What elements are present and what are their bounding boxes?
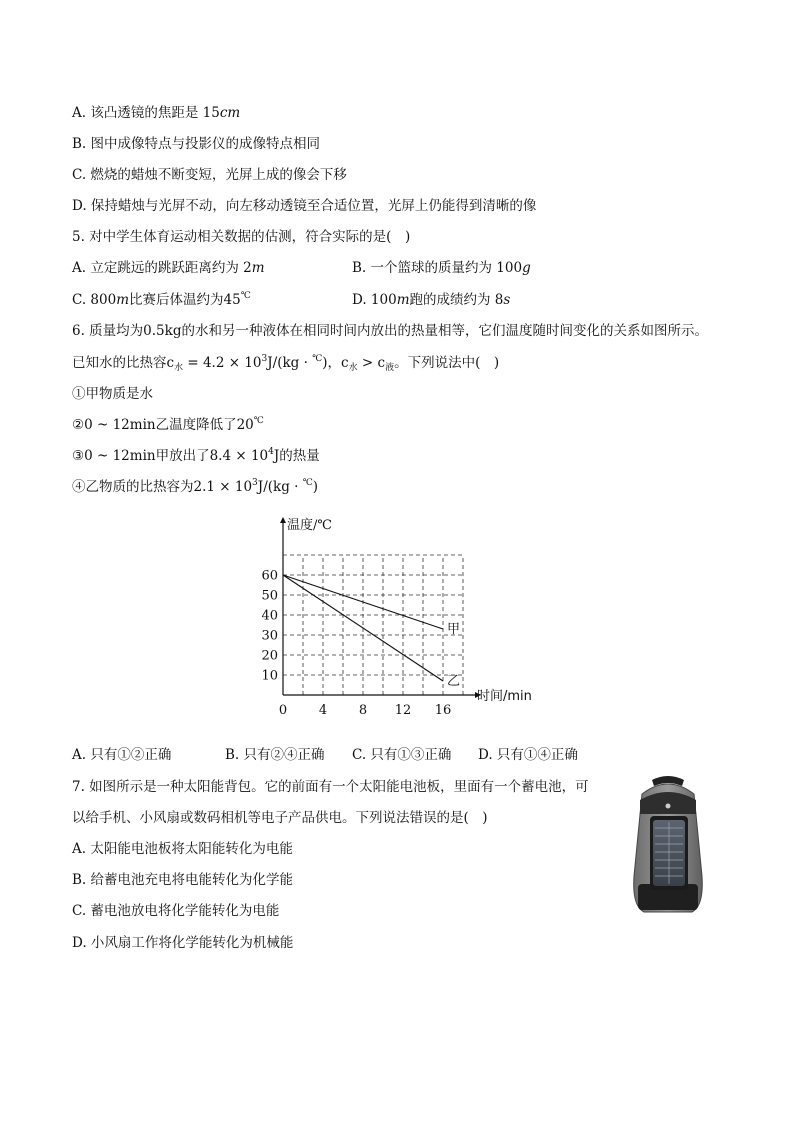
q6-stem-line1: 6. 质量均为0.5kg的水和另一种液体在相同时间内放出的热量相等，它们温度随时间变化的关系如图所示。: [72, 323, 708, 339]
y-axis-label: 温度/℃: [287, 518, 332, 533]
q6-statement-3: ③0 ~ 12min甲放出了$8.4 \times 10^4J$的热量: [72, 447, 320, 464]
q6-option-a: A. 只有①②正确: [72, 747, 172, 763]
x-tick-label: 4: [318, 703, 328, 718]
q6-statement-1: ①甲物质是水: [72, 386, 153, 402]
temperature-time-chart: [250, 503, 550, 721]
q6-stem-line2: 已知水的比热容$c_水 = 4.2 \times 10^3J/(kg \cdot ^℃)$，$c_水 > c_液$。下列说法中( ): [72, 354, 500, 373]
x-tick-label: 0: [278, 703, 288, 718]
series-line: [283, 575, 443, 629]
x-tick-label: 16: [434, 703, 452, 718]
q5-option-d: D. 100m跑的成绩约为 8s: [352, 292, 511, 308]
q6-option-d: D. 只有①④正确: [478, 747, 578, 763]
q5-option-c: C. 800m比赛后体温约为45℃: [72, 291, 251, 308]
q5-option-b: B. 一个篮球的质量约为 100g: [352, 260, 531, 276]
q4-option-a: A. 该凸透镜的焦距是 15cm: [72, 105, 241, 121]
x-axis-label: 时间/min: [477, 689, 532, 704]
q6-option-c: C. 只有①③正确: [352, 747, 452, 763]
q7-option-b: B. 给蓄电池充电将电能转化为化学能: [72, 872, 294, 888]
q6-statement-4: ④乙物质的比热容为$2.1 \times 10^3J/(kg \cdot ^℃)$: [72, 478, 319, 495]
solar-backpack-image: [622, 776, 714, 916]
q7-stem-line1: 7. 如图所示是一种太阳能背包。它的前面有一个太阳能电池板，里面有一个蓄电池，可: [72, 779, 589, 795]
chart-grid: [283, 555, 463, 695]
q7-stem-line2: 以给手机、小风扇或数码相机等电子产品供电。下列说法错误的是( ): [72, 810, 488, 826]
y-tick-label: 30: [261, 628, 278, 644]
q4-option-d: D. 保持蜡烛与光屏不动，向左移动透镜至合适位置，光屏上仍能得到清晰的像: [72, 198, 537, 214]
series-label: 甲: [447, 622, 461, 637]
q7-option-a: A. 太阳能电池板将太阳能转化为电能: [72, 841, 293, 857]
y-tick-label: 40: [261, 608, 278, 624]
y-tick-label: 50: [261, 588, 278, 604]
q4-option-b: B. 图中成像特点与投影仪的成像特点相同: [72, 136, 321, 152]
chart-series: [283, 575, 460, 689]
series-label: 乙: [447, 674, 461, 689]
y-tick-label: 20: [261, 648, 278, 664]
y-tick-label: 10: [261, 668, 278, 684]
x-tick-label: 12: [394, 703, 412, 718]
q5-option-a: A. 立定跳远的跳跃距离约为 2m: [72, 260, 265, 276]
y-tick-label: 60: [261, 568, 278, 584]
q7-option-c: C. 蓄电池放电将化学能转化为电能: [72, 903, 280, 919]
q7-option-d: D. 小风扇工作将化学能转化为机械能: [72, 935, 294, 951]
q6-statement-2: ②0 ~ 12min乙温度降低了20℃: [72, 416, 264, 433]
x-tick-label: 8: [358, 703, 368, 718]
y-axis-arrow: [280, 517, 286, 523]
q4-option-c: C. 燃烧的蜡烛不断变短，光屏上成的像会下移: [72, 167, 347, 183]
q6-option-b: B. 只有②④正确: [225, 747, 325, 763]
q5-stem: 5. 对中学生体育运动相关数据的估测，符合实际的是( ): [72, 229, 411, 245]
